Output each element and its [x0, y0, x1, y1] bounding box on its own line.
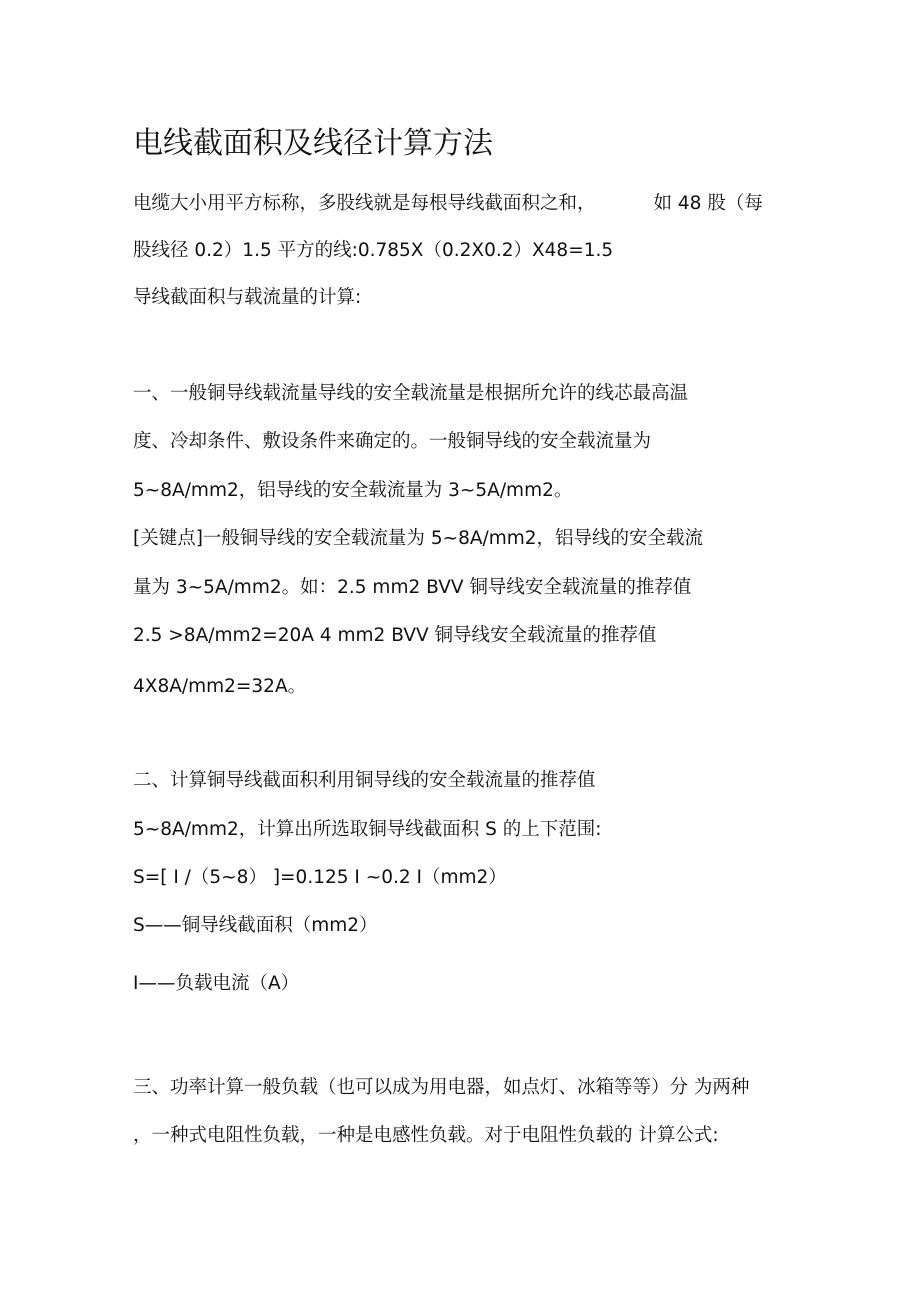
section2-line: S——铜导线截面积（mm2） — [133, 915, 378, 936]
intro-line-1 — [133, 190, 763, 218]
intro-line-1-part-2: 如 48 股（每 — [653, 193, 763, 214]
section3-line: ，一种式电阻性负载，一种是电感性负载。对于电阻性负载的 计算公式: — [133, 1125, 719, 1146]
section1-line: 度、冷却条件、敷设条件来确定的。一般铜导线的安全载流量为 — [133, 431, 652, 452]
section1-line: 5~8A/mm2，铝导线的安全载流量为 3~5A/mm2。 — [133, 480, 573, 501]
intro-line-3: 导线截面积与载流量的计算: — [133, 287, 362, 308]
section3-line: 三、功率计算一般负载（也可以成为用电器，如点灯、冰箱等等）分 为两种 — [133, 1077, 750, 1098]
document-title: 电线截面积及线径计算方法 — [133, 126, 493, 161]
section1-line: 4X8A/mm2=32A。 — [133, 676, 307, 697]
section2-line: 二、计算铜导线截面积利用铜导线的安全载流量的推荐值 — [133, 770, 596, 791]
section2-line: 5~8A/mm2，计算出所选取铜导线截面积 S 的上下范围: — [133, 819, 602, 840]
section1-line: 2.5 >8A/mm2=20A 4 mm2 BVV 铜导线安全载流量的推荐值 — [133, 625, 657, 646]
section1-line: [关键点]一般铜导线的安全载流量为 5~8A/mm2，铝导线的安全载流 — [133, 528, 704, 549]
intro-line-1-part-1: 电缆大小用平方标称，多股线就是每根导线截面积之和， — [133, 193, 596, 214]
intro-line-2: 股线径 0.2）1.5 平方的线:0.785X（0.2X0.2）X48=1.5 — [133, 240, 614, 261]
section1-line: 一、一般铜导线载流量导线的安全载流量是根据所允许的线芯最高温 — [133, 383, 689, 404]
section1-line: 量为 3~5A/mm2。如：2.5 mm2 BVV 铜导线安全载流量的推荐值 — [133, 577, 692, 598]
section2-line: I——负载电流（A） — [133, 973, 300, 994]
section2-line: S=[ I /（5~8） ]=0.125 I ~0.2 I（mm2） — [133, 867, 507, 888]
